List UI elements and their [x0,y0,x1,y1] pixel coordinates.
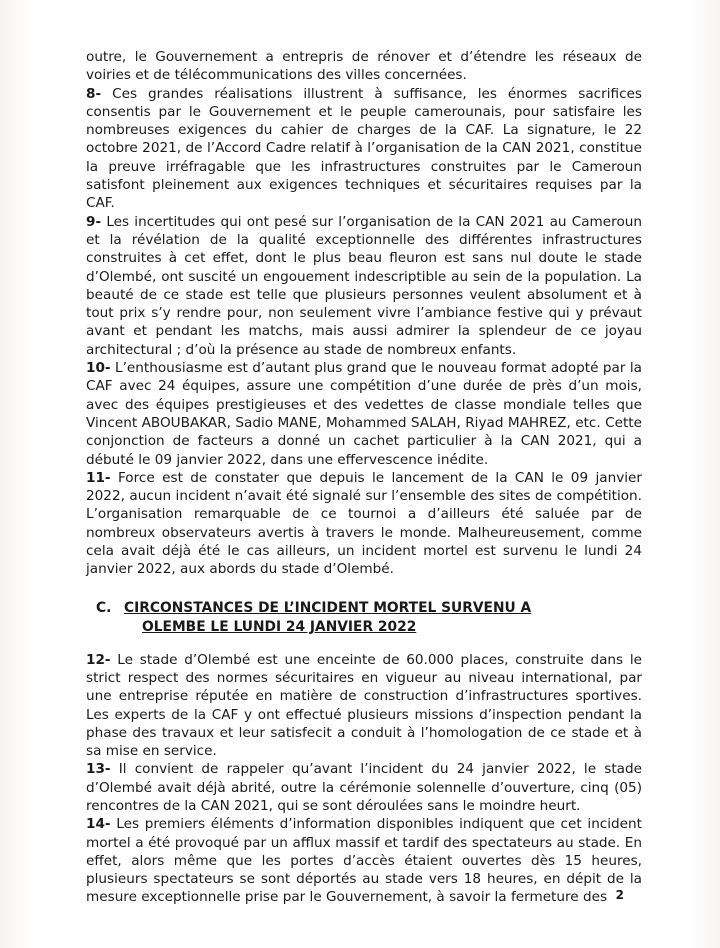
paragraph-number: 9- [86,213,102,230]
paragraph-11 [86,469,642,579]
text-column [86,48,642,907]
paragraph-number: 11- [86,469,111,486]
section-heading [86,599,642,637]
paragraph-text: Il convient de rappeler qu’avant l’incident du 24 janvier 2022, le stade d’Olembé avait déjà abrité, outre la cérémonie solennelle d’ouverture, cinq (05) rencontres de la CAN 2021, qui se sont déroulées sans le moindre heurt. [86,761,642,814]
paragraph-12 [86,651,642,761]
section-title-line-1: CIRCONSTANCES DE L’INCIDENT MORTEL SURVENU A [124,599,532,616]
paragraph-number: 10- [86,360,111,377]
page-number: 2 [615,888,624,902]
paragraph-continuation [86,48,642,85]
paragraph-text: outre, le Gouvernement a entrepris de rénover et d’étendre les réseaux de voiries et de télécommunications des villes concernées. [86,49,642,84]
section-title-line-2: OLEMBE LE LUNDI 24 JANVIER 2022 [142,618,417,635]
paragraph-10 [86,359,642,469]
paragraph-text: Les incertitudes qui ont pesé sur l’organisation de la CAN 2021 au Cameroun et la révélation de la qualité exceptionnelle des différentes infrastructures construites à cet effet, dont le plus beau fleuron est sans nul doute le stade d’Olembé, ont suscité un engouement indescriptible au sein de la population. La beauté de ce stade est telle que plusieurs personnes veulent absolument et à tout prix s’y rendre pour, non seulement vivre l’ambiance festive qui y prévaut avant et pendant les matchs, mais aussi admirer la splendeur de ce joyau architectural ; d’où la présence au stade de nombreux enfants. [86,213,642,358]
section-letter: C. [96,599,112,616]
paragraph-text: Force est de constater que depuis le lancement de la CAN le 09 janvier 2022, aucun incident n’avait été signalé sur l’ensemble des sites de compétition. L’organisation remarquable de ce tournoi a d’ailleurs été saluée par de nombreux observateurs avertis à travers le monde. Malheureusement, comme cela avait déjà été le cas ailleurs, un incident mortel est survenu le lundi 24 janvier 2022, aux abords du stade d’Olembé. [86,469,642,578]
paragraph-13 [86,760,642,815]
paragraph-8 [86,85,642,213]
paragraph-number: 8- [86,85,102,102]
paragraph-14 [86,815,642,906]
paragraph-9 [86,213,642,359]
paragraph-number: 14- [86,816,111,833]
paragraph-text: L’enthousiasme est d’autant plus grand que le nouveau format adopté par la CAF avec 24 équipes, assure une compétition d’une durée de près d’un mois, avec des équipes prestigieuses et des vedettes de classe mondiale telles que Vincent ABOUBAKAR, Sadio MANE, Mohammed SALAH, Riyad MAHREZ, etc. Cette conjonction de facteurs a donné un cachet particulier à la CAN 2021, qui a débuté le 09 janvier 2022, dans une effervescence inédite. [86,360,642,468]
paragraph-number: 13- [86,761,111,778]
paragraph-text: Ces grandes réalisations illustrent à suffisance, les énormes sacrifices consentis par le Gouvernement et le peuple camerounais, pour satisfaire les nombreuses exigences du cahier de charges de la CAF. La signature, le 22 octobre 2021, de l’Accord Cadre relatif à l’organisation de la CAN 2021, constitue la preuve irréfragable que les infrastructures construites par le Cameroun satisfont pleinement aux exigences techniques et sécuritaires requises par la CAF. [86,85,642,212]
paragraph-number: 12- [86,651,111,668]
paragraph-text: Le stade d’Olembé est une enceinte de 60.000 places, construite dans le strict respect des normes sécuritaires en vigueur au niveau international, par une entreprise réputée en matière de construction d’infrastructures sportives. Les experts de la CAF y ont effectué plusieurs missions d’inspection pendant la phase des travaux et leur satisfecit a conduit à l’homologation de ce stade et à sa mise en service. [86,651,642,760]
paragraph-text: Les premiers éléments d’information disponibles indiquent que cet incident mortel a été provoqué par un afflux massif et tardif des spectateurs au stade. En effet, alors même que les portes d’accès étaient ouvertes dès 15 heures, plusieurs spectateurs se sont déportés au stade vers 18 heures, en dépit de la mesure exceptionnelle prise par le Gouvernement, à savoir la fermeture des [86,816,642,906]
